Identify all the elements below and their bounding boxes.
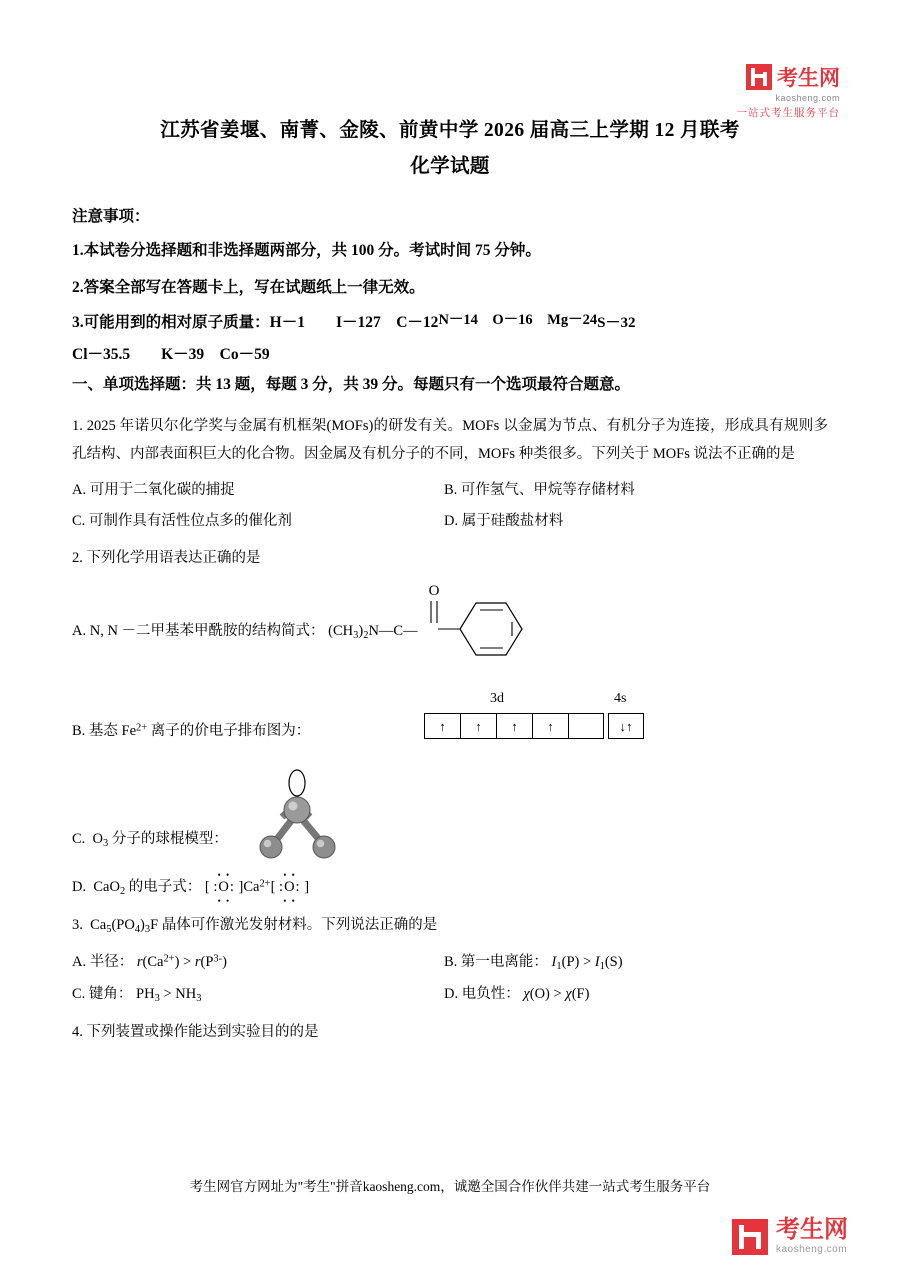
lewis-oxide-1: • • :O: • • bbox=[213, 869, 235, 906]
orbital-label-4s: 4s bbox=[614, 690, 627, 706]
question-2-option-a[interactable] bbox=[72, 579, 828, 675]
lewis-structure: [ • • :O: • • ]$Ca^{2+}$[ • • :O: • • ] bbox=[204, 869, 310, 906]
logo-tagline: 一站式考生服务平台 bbox=[736, 107, 840, 119]
section-heading-choice: 一、单项选择题：共 13 题，每题 3 分，共 39 分。每题只有一个选项最符合题意。 bbox=[72, 375, 631, 393]
question-1-option-a[interactable]: A. 可用于二氧化碳的捕捉 bbox=[72, 482, 235, 499]
footer-brand: 考生网 bbox=[776, 1216, 848, 1243]
document-body bbox=[72, 204, 828, 1046]
question-1-stem: 2025 年诺贝尔化学奖与金属有机框架(MOFs)的研发有关。MOFs 以金属为节点、有机分子为连接，形成具有规则多孔结构、内部表面积巨大的化合物。因金属及有机分子的不同，MOFs 种类很多。下列关于 MOFs 说法不正确的是 bbox=[72, 417, 829, 463]
footer-note: 考生网官方网址为"考生"拼音kaosheng.com，诚邀全国合作伙伴共建一站式考生服务平台 bbox=[189, 1179, 711, 1194]
mass-group-2: N－14 O－16 Mg－24 bbox=[438, 311, 598, 328]
note-line-2: 2.答案全部写在答题卡上，写在试题纸上一律无效。 bbox=[72, 278, 425, 296]
ozone-ball-stick-model bbox=[252, 765, 362, 869]
question-1-options-row-2 bbox=[72, 509, 828, 530]
orbital-box: ↑ bbox=[496, 713, 532, 739]
footer-logo-text bbox=[776, 1218, 848, 1255]
relative-atomic-mass-line-2: Cl－35.5 K－39 Co－59 bbox=[72, 345, 270, 363]
logo-brand: 考生网 bbox=[777, 67, 840, 90]
question-3-number: 3. bbox=[72, 916, 83, 933]
question-3-option-c[interactable]: C. 键角： $PH_3 > NH_3$ bbox=[72, 985, 202, 1004]
question-1-number: 1. bbox=[72, 417, 83, 434]
option-a-formula: $(CH_3)_2N$ bbox=[328, 622, 379, 641]
question-3-option-b[interactable]: B. 第一电离能： $I_1(P) > I_1(S)$ bbox=[444, 953, 623, 972]
orbital-boxes-4s bbox=[608, 713, 644, 739]
option-c-expr: $PH_3 > NH_3$ bbox=[136, 985, 202, 1004]
option-a-bond: —C— bbox=[378, 622, 418, 639]
question-4-stem: 下列装置或操作能达到实验目的的是 bbox=[86, 1023, 319, 1040]
page-subtitle: 化学试题 bbox=[410, 156, 490, 178]
question-3-options-row-1 bbox=[72, 950, 828, 972]
kaosheng-footer-logo-icon bbox=[732, 1219, 768, 1255]
question-3-option-d[interactable]: D. 电负性： χ(O) > χ(F) bbox=[444, 985, 590, 1002]
question-1-option-b[interactable]: B. 可作氢气、甲烷等存储材料 bbox=[444, 482, 635, 499]
note-line-1: 1.本试卷分选择题和非选择题两部分，共 100 分。考试时间 75 分钟。 bbox=[72, 242, 541, 260]
question-1-options-row-1 bbox=[72, 478, 828, 499]
question-3-option-a[interactable]: A. 半径： $r(Ca^{2+}) > r(P^{3-})$ bbox=[72, 953, 227, 970]
question-1 bbox=[72, 412, 828, 469]
notes-heading: 注意事项： bbox=[72, 208, 150, 226]
svg-text:O: O bbox=[428, 582, 440, 599]
orbital-label-3d: 3d bbox=[490, 690, 504, 706]
logo-row bbox=[746, 62, 840, 92]
orbital-boxes-3d bbox=[424, 713, 604, 739]
question-4-number: 4. bbox=[72, 1023, 83, 1040]
question-1-option-d[interactable]: D. 属于硅酸盐材料 bbox=[444, 513, 564, 530]
question-2 bbox=[72, 544, 828, 572]
question-2-option-a-label: A. N, N －二甲基苯甲酰胺的结构简式： $(CH_3)_2N—C—$ bbox=[72, 622, 418, 641]
lewis-oxide-2: • • :O: • • bbox=[279, 869, 301, 906]
site-logo bbox=[737, 62, 841, 120]
mass-prefix: 3.可能用到的相对原子质量： bbox=[72, 313, 270, 331]
relative-atomic-mass-line bbox=[72, 311, 828, 336]
option-a-expr: r bbox=[136, 953, 143, 970]
question-3 bbox=[72, 911, 828, 940]
question-1-option-c[interactable]: C. 可制作具有活性位点多的催化剂 bbox=[72, 513, 292, 530]
orbital-box bbox=[568, 713, 604, 739]
footer-domain: kaosheng.com bbox=[776, 1244, 848, 1255]
question-2-option-b[interactable] bbox=[72, 691, 828, 761]
option-b-expr: I bbox=[551, 953, 557, 970]
question-3-options-row-2 bbox=[72, 982, 828, 1004]
question-3-formula: $Ca_5(PO_4)_3F$ bbox=[86, 916, 162, 935]
amide-structure-drawing bbox=[424, 579, 624, 675]
page-title: 江苏省姜堰、南菁、金陵、前黄中学 2026 届高三上学期 12 月联考 bbox=[160, 120, 740, 141]
question-2-option-b-label: B. 基态 $Fe^{2+}$ 离子的价电子排布图为： bbox=[72, 721, 311, 739]
orbital-box: ↑ bbox=[532, 713, 568, 739]
question-2-option-c[interactable] bbox=[72, 765, 828, 869]
question-2-number: 2. bbox=[72, 550, 83, 567]
mass-group-3: S－32 bbox=[597, 314, 636, 331]
kaosheng-logo-icon bbox=[746, 64, 772, 90]
logo-domain: kaosheng.com bbox=[775, 93, 840, 103]
footer-logo bbox=[732, 1218, 848, 1255]
orbital-box: ↓↑ bbox=[608, 713, 644, 739]
fe2plus-charge: 2+ bbox=[136, 721, 148, 733]
question-3-stem: 晶体可作激光发射材料。下列说法正确的是 bbox=[161, 916, 438, 933]
orbital-box: ↑ bbox=[424, 713, 460, 739]
orbital-box: ↑ bbox=[460, 713, 496, 739]
question-2-option-d[interactable]: D. CaO$_2$ 的电子式： [ • • :O: • • ]$Ca^{2+}$[ • • :O: • • ] bbox=[72, 869, 310, 906]
mass-group-1: H－1 I－127 C－12 bbox=[269, 313, 439, 331]
option-d-expr: χ(O) > χ(F) bbox=[523, 985, 590, 1002]
question-2-option-c-label: C. $O_3$ 分子的球棍模型： bbox=[72, 830, 228, 849]
question-2-stem: 下列化学用语表达正确的是 bbox=[86, 550, 261, 567]
question-4 bbox=[72, 1018, 828, 1046]
